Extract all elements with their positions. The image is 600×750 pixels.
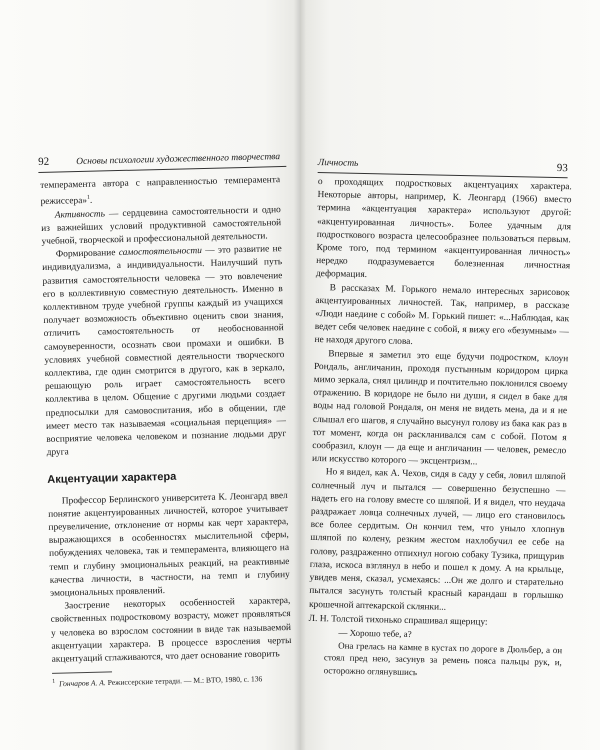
left-paragraph-5: Заострение некоторых особенностей характера, свойственных подростковому возрасту, может проявляться у человека во взрослом состоянии в виде так называемой акцентуации характера. В процессе взросления черты акцентуаций сглаживаются, что дает основание говорить <box>50 596 292 665</box>
left-running-title: Основы психологии художественного творчества <box>76 152 281 168</box>
footnote-rule <box>52 672 112 674</box>
right-paragraph-2: В рассказах М. Горького немало интересных зарисовок акцентуированных личностей. Так, например, в рассказе «Люди наедине с собой» М. Горький пишет: «...Наблюдая, как ведет себя человек наедине с собой, я вижу его «безумным» — не находя другого слова. <box>314 282 570 348</box>
quotation-block <box>324 626 563 681</box>
left-page-number: 92 <box>38 155 50 168</box>
footnote: $^1$ Гончаров А. А. Режиссерские тетради. — М.: ВТО, 1980, с. 136 <box>52 674 263 689</box>
right-page-number: 93 <box>556 162 568 175</box>
quotation-line-1: — Хорошо тебе, а? <box>338 627 412 639</box>
left-paragraph-4: Профессор Берлинского университета К. Леонгард ввел понятие акцентуированных личностей, которое учитывает преувеличение, отклонение от нормы как черт характера, выражающихся в особенностях мыслительной сферы, побуждениях человека, так и темперамента, влияющего на темп и глубину эмоциональных реакций, на реактивные качества личности, в частности, на темп и глубину эмоциональных проявлений. <box>48 490 290 599</box>
book-gutter <box>294 0 306 750</box>
right-running-head <box>317 156 568 175</box>
quotation-line-2: Она грелась на камне в кустах по дороге в Дюльбер, а он стоял пред нею, засунув за ремень пояса пальцы рук, и, осторожно оглянувшись <box>323 640 563 677</box>
right-text-block <box>308 176 572 681</box>
right-paragraph-4: Но я видел, как А. Чехов, сидя в саду у себя, ловил шляпой солнечный луч и пытался — совершенно безуспешно — надеть его на голову вместе со шляпой. И я видел, что неудача раздражает ловца солнечных лучей, — лицо его становилось все более сердитым. Он кончил тем, что уныло хлопнув шляпой по колену, резким жестом нахлобучил ее себе на голову, раздраженно отпихнул ногою собаку Тузика, прищурив глаза, искоса взглянул в небо и пошел к дому. А на крыльце, увидев меня, сказал, усмехаясь: ...Он же долго и старательно пытался засунуть толстый красный карандаш в горлышко крошечной аптекарской склянки... <box>308 467 566 613</box>
left-text-block <box>40 174 292 689</box>
left-paragraph-2: Активность — сердцевина самостоятельности и одно из важнейших условий продуктивной самостоятельной учебной, творческой и профессиональной деятельности. <box>41 204 282 247</box>
right-paragraph-3: Впервые я заметил это еще будучи подростком, клоун Рондаль, англичанин, проходя пустынным коридором цирка мимо зеркала, снял цилиндр и почтительно поклонился своему отражению. В коридоре не было ни души, я сидел в баке для воды над головой Рондаля, он меня не видеть мена, да и я не слышал его шагов, я случайно высунул голову из бака как раз в тот момент, когда он раскланивался сам с собой. Потом я сообразил, клоун — да еще и англичанин — человек, ремесло или искусство которого — эксцентризм... <box>311 348 569 468</box>
right-paragraph-5: Л. Н. Толстой тихонько спрашивал ящерицу: <box>308 613 488 628</box>
right-running-title: Личность <box>317 157 359 169</box>
section-heading: Акцентуации характера <box>47 471 177 487</box>
right-paragraph-1: о проходящих подростковых акцентуациях характера. Некоторые авторы, например, К. Леонгард (1966) вместо термина «акцентуация характера» используют другой: «акцентуированная личность». Более удачным для подросткового возраста целесообразнее пользоваться первым. Кроме того, под термином «акцентуированная личность» нередко подразумевается болезненная личностная деформация. <box>315 176 572 281</box>
left-running-head <box>38 150 283 168</box>
left-paragraph-1: темперамента автора с направленностью темперамента режиссера»$^1$. <box>40 175 281 208</box>
right-page <box>300 0 600 750</box>
left-paragraph-3: Формирование самостоятельности — это развитие не индивидуализма, а индивидуальности. Наилучший путь развития самостоятельности человека — это вовлечение его в коллективную совместную деятельность. Именно в коллективном труде учебной группы каждый из учащихся получает возможность объективно оценить свои знания, отличить самостоятельность от необоснованной самоуверенности, осознать свои промахи и ошибки. В условиях учебной совместной деятельности творческого коллектива, где один смотрится в другого, как в зеркало, решающую роль играет самостоятельность всего коллектива в целом. Общение с другими людьми создает предпосылки для самовоспитания, ибо в общении, где имеет место так называемая «социальная перцепция» — восприятие человека человеком и познание людьми друг друга <box>42 244 287 459</box>
